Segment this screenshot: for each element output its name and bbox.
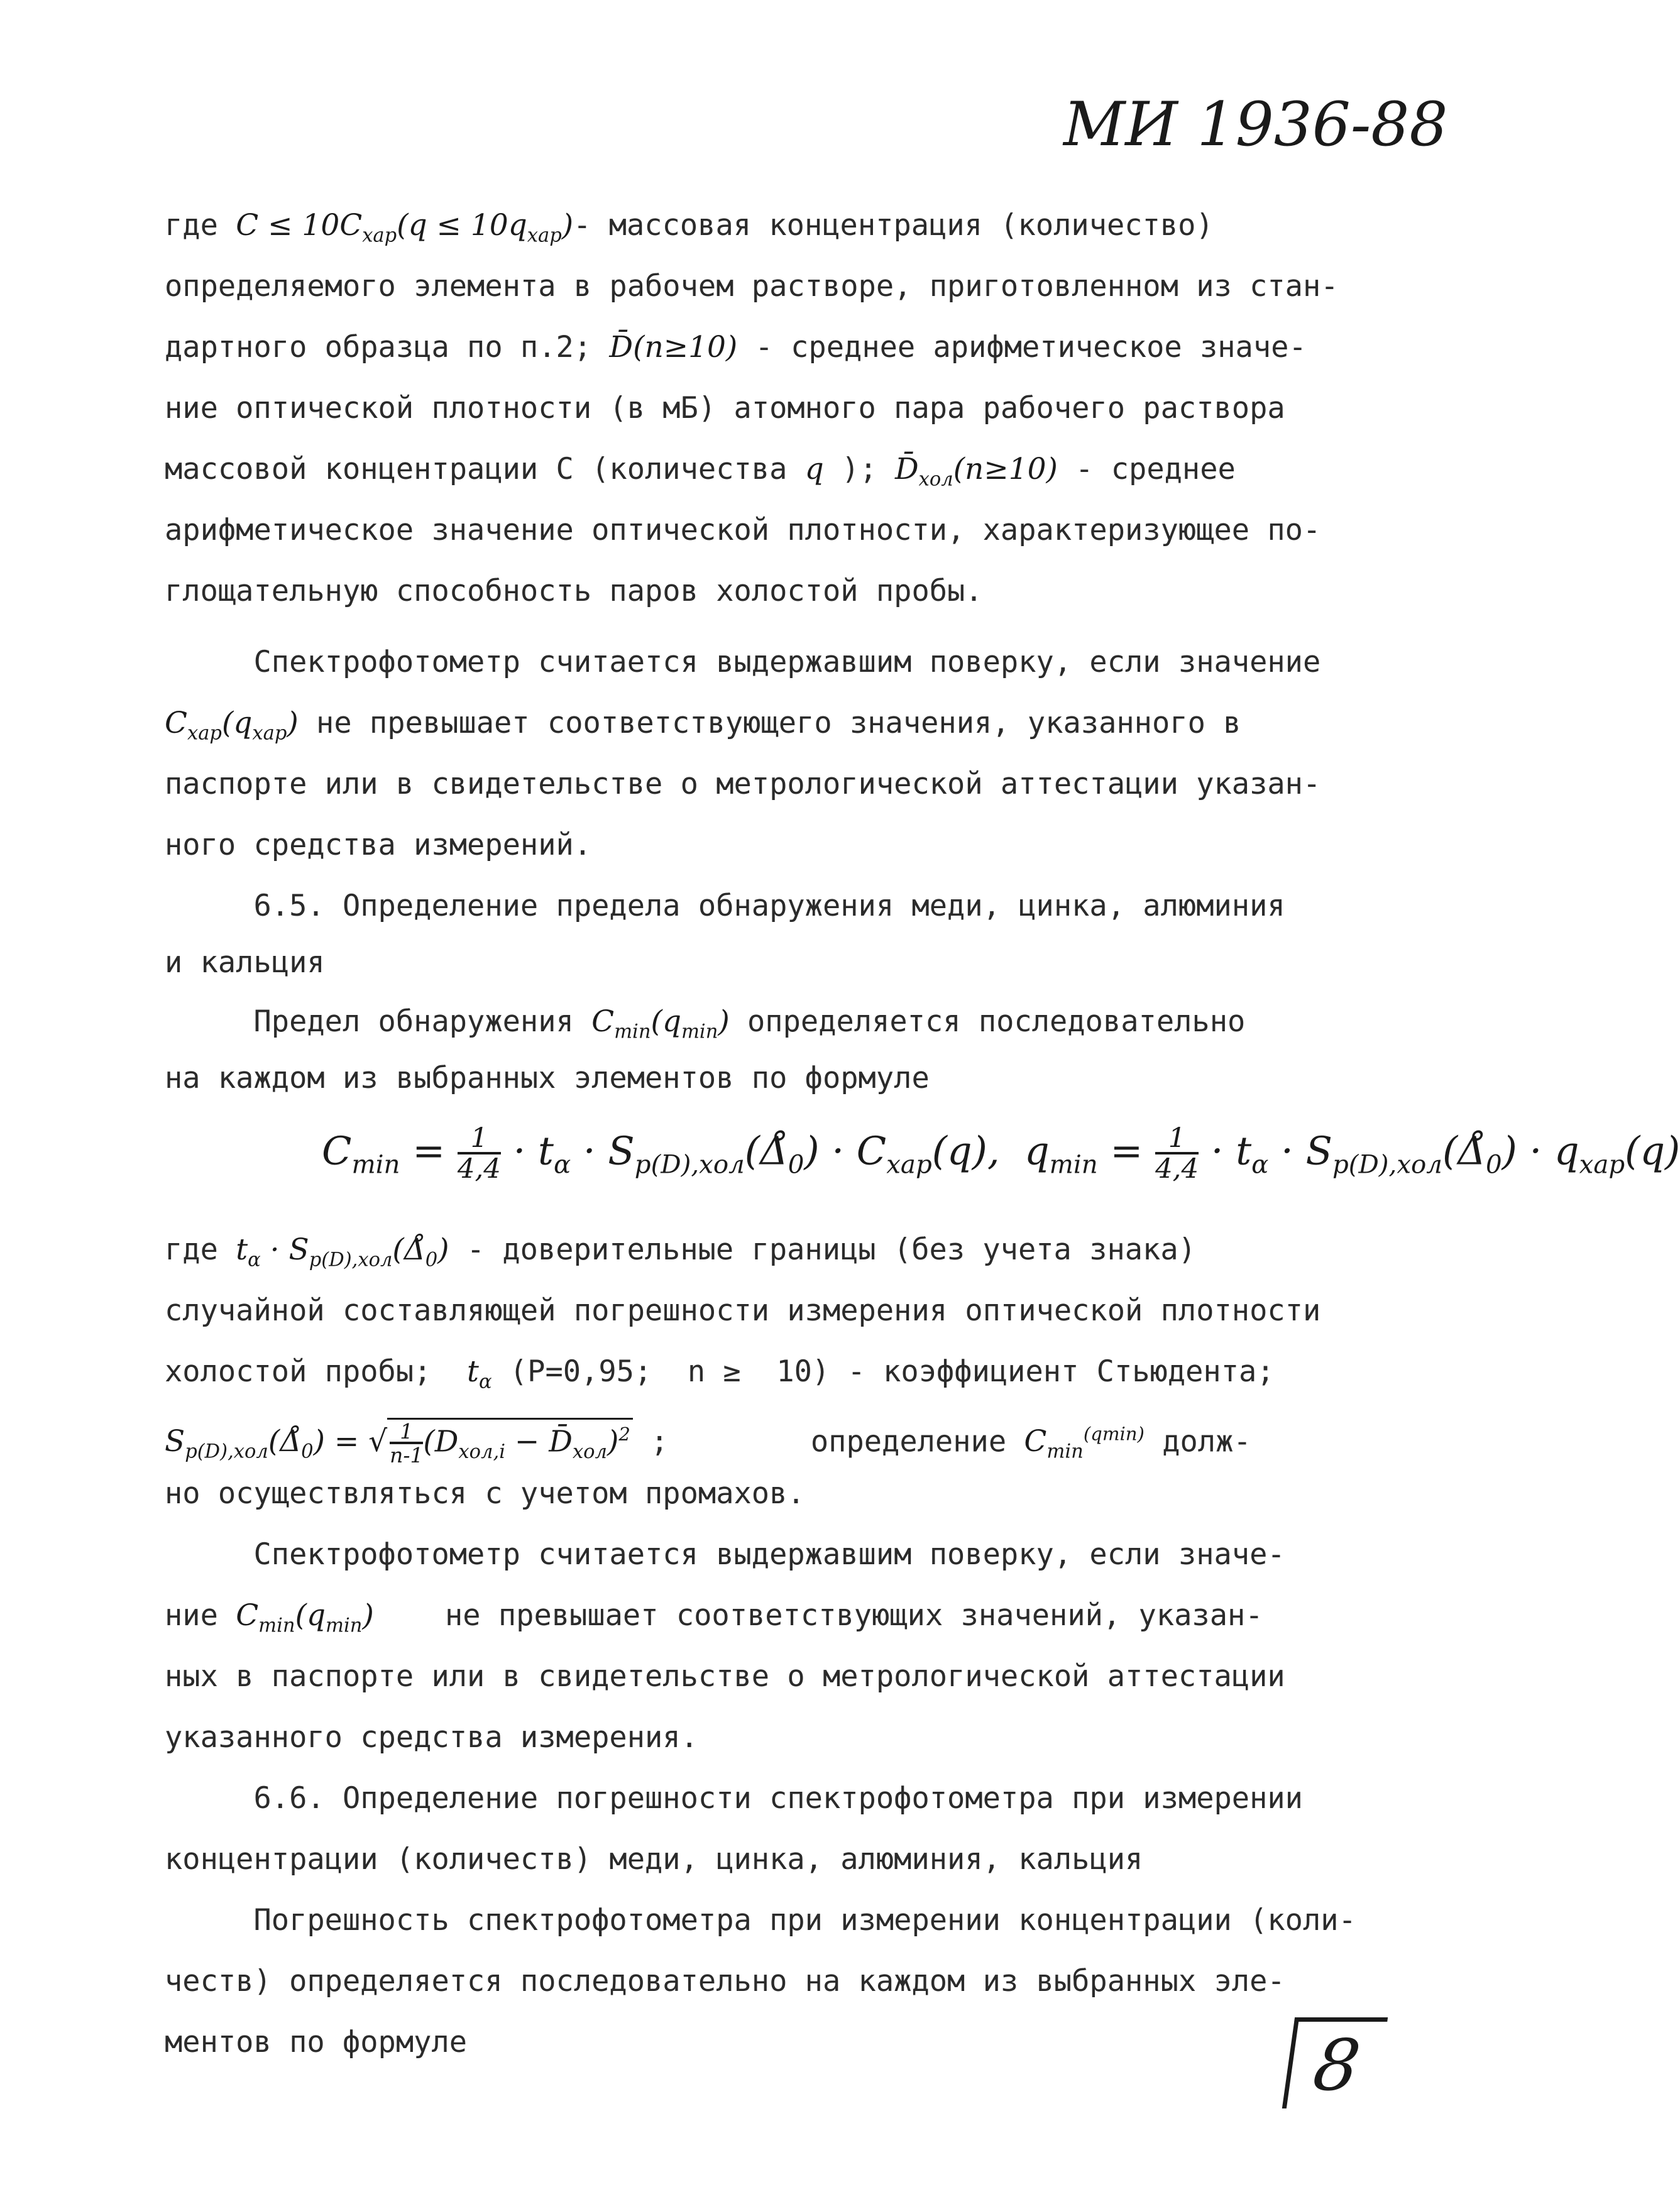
- text-line: арифметическое значение оптической плотности, характеризующее по-: [165, 513, 1321, 547]
- text-line: паспорте или в свидетельстве о метрологической аттестации указан-: [165, 767, 1321, 801]
- detection-limit-formula: $C_{min}$ = $\frac{1}{4,4}$ · $t_\alpha$ · $S_{p(D),хол}(\Deltå_0) \cdot C_{хар}(q)$, $q_{min}$ = $\frac{1}{4,4}$ · $t_\alpha$ · $S_{p(D),хол}(\Deltå_0) \cdot q_{хар}(q)$: [322, 1122, 1680, 1185]
- formula-d-mean: D̄(n≥10): [609, 330, 738, 365]
- text-line: $S_{p(D),хол}(\Deltå_0)$ = √ $\frac{1}{n-1}$ ($D_{хол,i}$ − $D̄_{хол})^2$ ; определение $C_{min}^{(qmin)}$ долж-: [165, 1418, 1251, 1468]
- text-line: определяемого элемента в рабочем растворе, приготовленном из стан-: [165, 269, 1339, 304]
- text-line: где $C \le 10C_{хар}(q \le 10q_{хар})-$ массовая концентрация (количество): [165, 208, 1214, 247]
- formula-c-le: $C \le 10C_{хар}(q \le 10q_{хар})$: [236, 208, 574, 247]
- text-line: массовой концентрации С (количества q ); $D̄_{хол}(n\ge 10)$ - среднее: [165, 452, 1236, 491]
- text-line: $C_{хар}(q_{хар})$ не превышает соответствующего значения, указанного в: [165, 706, 1241, 745]
- text-line: ного средства измерений.: [165, 828, 592, 862]
- text-line: на каждом из выбранных элементов по формуле: [165, 1061, 930, 1095]
- text-line: Предел обнаружения $C_{min}(q_{min})$ определяется последовательно: [165, 1004, 1246, 1043]
- text-line: но осуществляться с учетом промахов.: [165, 1476, 805, 1511]
- text-line: ментов по формуле: [165, 2025, 468, 2059]
- text-line: честв) определяется последовательно на каждом из выбранных эле-: [165, 1964, 1285, 1998]
- text-line: Спектрофотометр считается выдержавшим поверку, если значение: [165, 645, 1321, 679]
- text-line: холостой пробы; $t_\alpha$ (P=0,95; n ≥ 10) - коэффициент Стьюдента;: [165, 1354, 1275, 1393]
- text-line: дартного образца по п.2; D̄(n≥10) - среднее арифметическое значе-: [165, 330, 1307, 365]
- text-line: глощательную способность паров холостой пробы.: [165, 574, 983, 608]
- page-number: 8: [1282, 2017, 1388, 2108]
- text-line: случайной составляющей погрешности измерения оптической плотности: [165, 1293, 1321, 1328]
- text-line: ных в паспорте или в свидетельстве о метрологической аттестации: [165, 1659, 1285, 1694]
- formula-c-xap: $C_{хар}(q_{хар})$: [165, 706, 299, 745]
- document-code: МИ 1936-88: [1063, 89, 1448, 160]
- text-line: Спектрофотометр считается выдержавшим поверку, если значе-: [165, 1537, 1285, 1572]
- section-heading: 6.6. Определение погрешности спектрофотометра при измерении: [165, 1781, 1303, 1816]
- section-heading: и кальция: [165, 945, 325, 980]
- formula-s-definition: $S_{p(D),хол}(\Deltå_0)$ = √ $\frac{1}{n-1}$ ($D_{хол,i}$ − $D̄_{хол})^2$: [165, 1424, 633, 1459]
- section-heading: концентрации (количеств) меди, цинка, алюминия, кальция: [165, 1842, 1143, 1877]
- formula-c-min: $C_{min}(q_{min})$: [591, 1004, 730, 1043]
- formula-t-s: $t_\alpha$ · $S_{p(D),хол}(\Deltå_0)$: [236, 1232, 449, 1271]
- text-line: где $t_\alpha$ · $S_{p(D),хол}(\Deltå_0)$ - доверительные границы (без учета знака): [165, 1232, 1196, 1271]
- section-heading: 6.5. Определение предела обнаружения меди, цинка, алюминия: [165, 889, 1285, 923]
- formula-d-xon: $D̄_{хол}(n\ge 10)$: [894, 452, 1058, 491]
- text-line: ние оптической плотности (в мБ) атомного пара рабочего раствора: [165, 391, 1285, 425]
- text-line: указанного средства измерения.: [165, 1720, 698, 1755]
- text-line: ние $C_{min}(q_{min})$ не превышает соответствующих значений, указан-: [165, 1598, 1263, 1637]
- text-line: Погрешность спектрофотометра при измерении концентрации (коли-: [165, 1903, 1356, 1938]
